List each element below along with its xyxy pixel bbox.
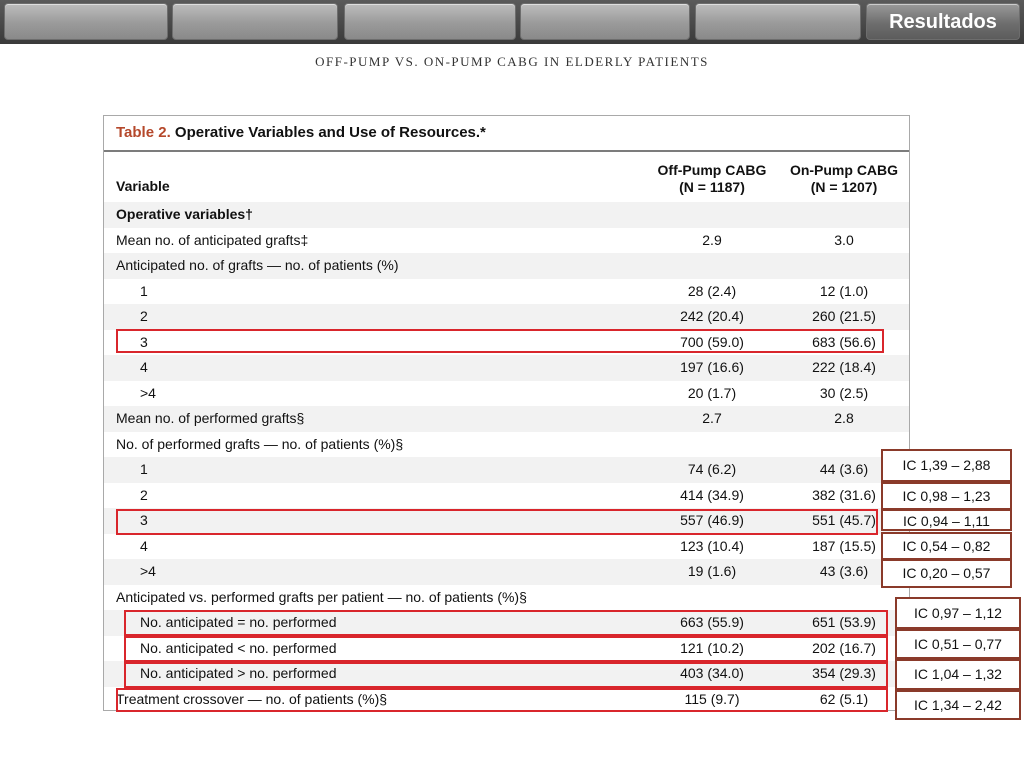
off-pump-value: 28 (2.4) [687,282,737,299]
header-on-pump-n: (N = 1207) [810,179,878,195]
off-pump-value: 2.7 [702,410,722,426]
off-pump-value: 121 (10.2) [680,639,744,656]
table-row [104,355,909,381]
row-label: Operative variables† [116,206,253,222]
row-label: 1 [140,461,148,477]
nav-tab-5[interactable] [695,3,861,40]
highlight-performed-3 [116,509,878,535]
table-row [104,559,909,585]
highlight-anticipated-greater [124,662,888,688]
nav-tab-4[interactable] [520,3,690,40]
row-label: 3 [140,333,148,350]
row-label: 4 [140,537,148,554]
off-pump-value: 403 (34.0) [680,665,744,681]
header-on-pump [774,162,910,196]
on-pump-value: 187 (15.5) [812,537,876,554]
header-off-pump-title: Off-Pump CABG [657,162,767,178]
table-row [104,432,909,458]
ic-badge: IC 0,51 – 0,77 [895,629,1021,659]
ic-badge: IC 0,20 – 0,57 [881,559,1012,588]
on-pump-value: 3.0 [834,231,854,248]
off-pump-value: 242 (20.4) [680,308,744,324]
header-off-pump [642,162,782,196]
nav-tab-2[interactable] [172,3,338,40]
table-row [104,585,909,611]
ic-badge: IC 1,04 – 1,32 [895,659,1021,690]
table-row [104,304,909,330]
table-caption [116,124,486,141]
table-row [104,534,909,560]
highlight-anticipated-less [124,636,888,662]
nav-tab-3[interactable] [344,3,516,40]
ic-badge: IC 0,54 – 0,82 [881,532,1012,560]
row-label: Anticipated vs. performed grafts per patient — no. of patients (%)§ [116,588,527,605]
on-pump-value: 382 (31.6) [812,486,876,503]
highlight-anticipated-equal [124,610,888,636]
row-label: 3 [140,512,148,528]
row-label: Mean no. of anticipated grafts‡ [116,231,309,248]
table-row [104,406,909,432]
highlight-anticipated-3 [116,329,884,353]
table-row [104,253,909,279]
row-label: 1 [140,282,148,299]
header-off-pump-n: (N = 1187) [679,179,745,195]
header-on-pump-title: On-Pump CABG [789,162,899,178]
on-pump-value: 43 (3.6) [819,563,869,579]
off-pump-value: 20 (1.7) [687,384,737,401]
top-nav-bar [0,0,1024,44]
on-pump-value: 260 (21.5) [812,308,876,324]
off-pump-value: 414 (34.9) [680,486,744,503]
on-pump-value: 354 (29.3) [812,665,876,681]
row-label: No. anticipated = no. performed [140,614,337,630]
on-pump-value: 683 (56.6) [812,333,876,350]
on-pump-value: 551 (45.7) [812,512,876,528]
off-pump-value: 123 (10.4) [680,537,744,554]
off-pump-value: 74 (6.2) [687,461,737,477]
off-pump-value: 2.9 [702,231,722,248]
table-caption-text: Operative Variables and Use of Resources.* [170,124,486,141]
off-pump-value: 663 (55.9) [680,614,744,630]
nav-tab-resultados[interactable]: Resultados [866,3,1020,40]
off-pump-value: 557 (46.9) [680,512,744,528]
row-label: >4 [140,563,156,579]
row-label: No. anticipated > no. performed [140,665,337,681]
row-label: Anticipated no. of grafts — no. of patients (%) [116,257,399,273]
running-header: OFF-PUMP VS. ON-PUMP CABG IN ELDERLY PATIENTS [315,54,709,69]
ic-badge: IC 0,97 – 1,12 [895,597,1021,629]
off-pump-value: 700 (59.0) [680,333,744,350]
off-pump-value: 115 (9.7) [684,690,740,707]
row-label: >4 [140,384,156,401]
table-caption-label: Table 2. [116,124,171,141]
table-column-headers [104,154,909,202]
on-pump-value: 202 (16.7) [812,639,876,656]
table-row [104,483,909,509]
off-pump-value: 19 (1.6) [687,563,737,579]
table-row [104,279,909,305]
ic-badge: IC 0,98 – 1,23 [881,482,1012,510]
table-row [104,457,909,483]
on-pump-value: 30 (2.5) [819,384,869,401]
table-caption-row [104,116,909,152]
nav-tab-1[interactable] [4,3,168,40]
table-row [104,228,909,254]
row-label: 2 [140,308,148,324]
header-variable: Variable [116,178,170,194]
on-pump-value: 12 (1.0) [819,282,869,299]
on-pump-value: 222 (18.4) [812,359,876,375]
table-row [104,202,909,228]
on-pump-value: 2.8 [834,410,854,426]
on-pump-value: 44 (3.6) [819,461,869,477]
on-pump-value: 62 (5.1) [819,690,869,707]
row-label: 4 [140,359,148,375]
row-label: No. anticipated < no. performed [140,639,337,656]
ic-badge: IC 0,94 – 1,11 [881,509,1012,531]
row-label: Mean no. of performed grafts§ [116,410,305,426]
ic-badge: IC 1,34 – 2,42 [895,690,1021,720]
row-label: 2 [140,486,148,503]
highlight-treatment-crossover [116,688,888,712]
off-pump-value: 197 (16.6) [680,359,744,375]
ic-badge: IC 1,39 – 2,88 [881,449,1012,482]
on-pump-value: 651 (53.9) [812,614,876,630]
row-label: No. of performed grafts — no. of patients (%)§ [116,435,404,452]
row-label: Treatment crossover — no. of patients (%)§ [116,690,388,707]
table-row [104,381,909,407]
